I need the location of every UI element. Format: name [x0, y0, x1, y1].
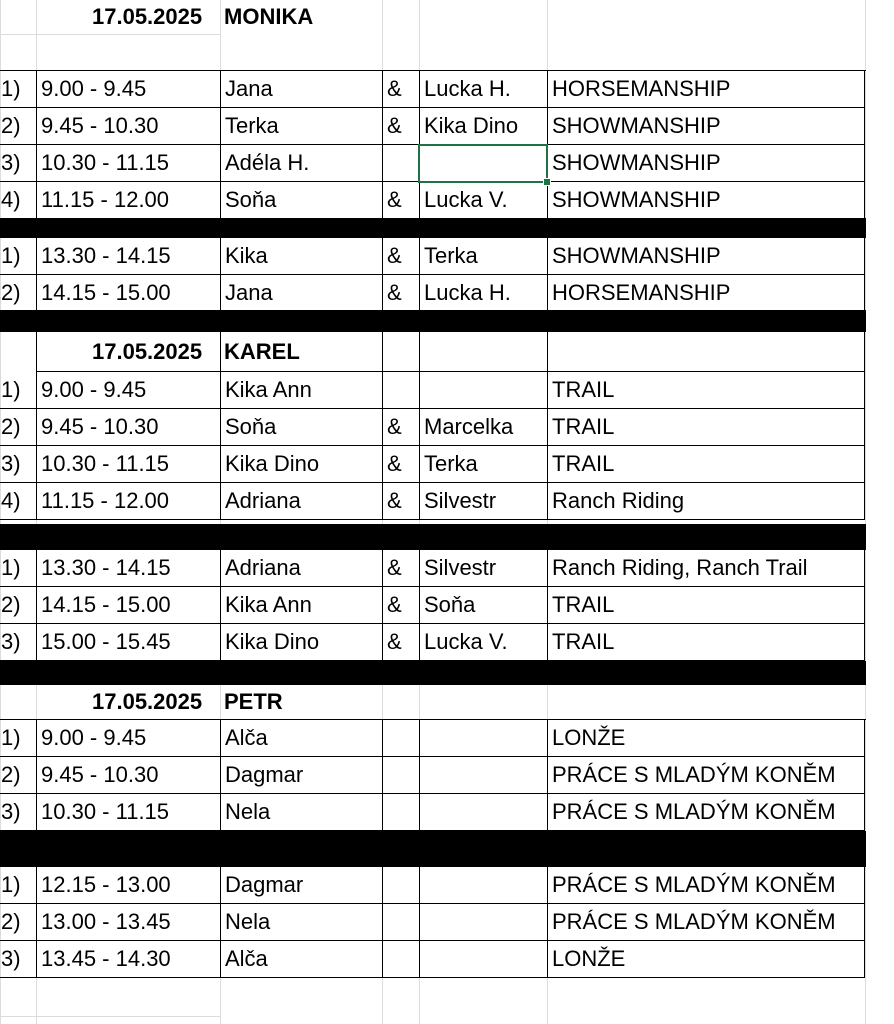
cell-no[interactable]: 1)	[0, 372, 36, 409]
cell-discipline[interactable]: SHOWMANSHIP	[547, 145, 865, 182]
cell-rider1[interactable]: Nela	[220, 794, 382, 831]
cell-no[interactable]: 1)	[0, 550, 36, 587]
cell-rider1[interactable]: Soňa	[220, 409, 382, 446]
cell-discipline[interactable]: PRÁCE S MLADÝM KONĚM	[547, 867, 865, 904]
cell-time[interactable]: 14.15 - 15.00	[36, 587, 220, 624]
cell-rider1[interactable]: Nela	[220, 904, 382, 941]
header-cell	[382, 332, 419, 372]
cell-no[interactable]: 2)	[0, 587, 36, 624]
cell-rider1[interactable]: Alča	[220, 941, 382, 978]
cell-rider1[interactable]: Jana	[220, 275, 382, 312]
selected-cell-outline[interactable]	[418, 144, 548, 183]
cell-time[interactable]: 9.45 - 10.30	[36, 108, 220, 145]
cell-discipline[interactable]: TRAIL	[547, 372, 865, 409]
cell-amp[interactable]: &	[382, 238, 419, 275]
gridline-horizontal	[0, 34, 220, 35]
section-date-2[interactable]: 17.05.2025	[92, 689, 203, 714]
cell-no[interactable]: 2)	[0, 757, 36, 794]
cell-discipline[interactable]: SHOWMANSHIP	[547, 182, 865, 219]
cell-amp[interactable]: &	[382, 275, 419, 312]
cell-rider1[interactable]: Soňa	[220, 182, 382, 219]
cell-rider1[interactable]: Jana	[220, 71, 382, 108]
cell-rider2[interactable]	[419, 757, 547, 794]
cell-rider2[interactable]: Lucka H.	[419, 275, 547, 312]
cell-rider1[interactable]: Kika	[220, 238, 382, 275]
cell-amp[interactable]: &	[382, 624, 419, 661]
gridline-vertical	[865, 0, 866, 1024]
cell-time[interactable]: 10.30 - 11.15	[36, 446, 220, 483]
section-instructor-1[interactable]: KAREL	[224, 339, 300, 364]
cell-no[interactable]: 1)	[0, 71, 36, 108]
cell-discipline[interactable]: LONŽE	[547, 720, 865, 757]
cell-amp[interactable]: &	[382, 71, 419, 108]
cell-no[interactable]: 4)	[0, 182, 36, 219]
cell-rider2[interactable]	[419, 867, 547, 904]
break-separator-row	[0, 218, 866, 238]
cell-discipline[interactable]: TRAIL	[547, 446, 865, 483]
cell-no[interactable]: 1)	[0, 238, 36, 275]
cell-amp[interactable]: &	[382, 483, 419, 520]
cell-amp[interactable]	[382, 941, 419, 978]
cell-rider1[interactable]: Kika Ann	[220, 587, 382, 624]
cell-discipline[interactable]: Ranch Riding	[547, 483, 865, 520]
cell-time[interactable]: 10.30 - 11.15	[36, 145, 220, 182]
cell-time[interactable]: 10.30 - 11.15	[36, 794, 220, 831]
cell-discipline[interactable]: TRAIL	[547, 587, 865, 624]
cell-amp[interactable]: &	[382, 587, 419, 624]
cell-no[interactable]: 3)	[0, 446, 36, 483]
cell-time[interactable]: 13.30 - 14.15	[36, 550, 220, 587]
cell-amp[interactable]	[382, 904, 419, 941]
break-separator-row	[0, 831, 866, 867]
cell-time[interactable]: 9.00 - 9.45	[36, 71, 220, 108]
cell-rider2[interactable]: Lucka V.	[419, 182, 547, 219]
cell-rider1[interactable]: Kika Dino	[220, 446, 382, 483]
cell-amp[interactable]: &	[382, 182, 419, 219]
cell-amp[interactable]	[382, 372, 419, 409]
cell-rider1[interactable]: Adriana	[220, 483, 382, 520]
cell-rider2[interactable]: Lucka V.	[419, 624, 547, 661]
cell-amp[interactable]: &	[382, 409, 419, 446]
section-date-0[interactable]: 17.05.2025	[92, 4, 203, 29]
cell-rider1[interactable]: Dagmar	[220, 867, 382, 904]
cell-discipline[interactable]: HORSEMANSHIP	[547, 71, 865, 108]
cell-time[interactable]: 13.00 - 13.45	[36, 904, 220, 941]
cell-time[interactable]: 11.15 - 12.00	[36, 483, 220, 520]
cell-time[interactable]: 11.15 - 12.00	[36, 182, 220, 219]
cell-time[interactable]: 15.00 - 15.45	[36, 624, 220, 661]
cell-rider2[interactable]: Terka	[419, 446, 547, 483]
cell-time[interactable]: 9.45 - 10.30	[36, 409, 220, 446]
cell-discipline[interactable]: SHOWMANSHIP	[547, 108, 865, 145]
cell-time[interactable]: 9.00 - 9.45	[36, 372, 220, 409]
cell-discipline[interactable]: PRÁCE S MLADÝM KONĚM	[547, 904, 865, 941]
cell-time[interactable]: 9.00 - 9.45	[36, 720, 220, 757]
cell-rider2[interactable]	[419, 794, 547, 831]
cell-discipline[interactable]: Ranch Riding, Ranch Trail	[547, 550, 865, 587]
cell-no[interactable]: 3)	[0, 794, 36, 831]
section-instructor-0[interactable]: MONIKA	[224, 4, 314, 29]
cell-time[interactable]: 13.45 - 14.30	[36, 941, 220, 978]
cell-time[interactable]: 14.15 - 15.00	[36, 275, 220, 312]
cell-no[interactable]: 4)	[0, 483, 36, 520]
cell-amp[interactable]	[382, 794, 419, 831]
cell-rider2[interactable]: Silvestr	[419, 483, 547, 520]
cell-amp[interactable]: &	[382, 446, 419, 483]
cell-discipline[interactable]: PRÁCE S MLADÝM KONĚM	[547, 757, 865, 794]
cell-no[interactable]: 2)	[0, 108, 36, 145]
cell-rider2[interactable]: Terka	[419, 238, 547, 275]
break-separator-row	[0, 661, 866, 685]
cell-amp[interactable]	[382, 867, 419, 904]
cell-no[interactable]: 3)	[0, 941, 36, 978]
cell-no[interactable]: 1)	[0, 720, 36, 757]
cell-discipline[interactable]: TRAIL	[547, 624, 865, 661]
cell-rider2[interactable]: Soňa	[419, 587, 547, 624]
cell-rider1[interactable]: Terka	[220, 108, 382, 145]
cell-no[interactable]: 1)	[0, 867, 36, 904]
cell-rider1[interactable]: Kika Dino	[220, 624, 382, 661]
cell-no[interactable]: 2)	[0, 409, 36, 446]
cell-rider1[interactable]: Kika Ann	[220, 372, 382, 409]
cell-rider2[interactable]	[419, 941, 547, 978]
cell-amp[interactable]: &	[382, 550, 419, 587]
cell-rider2[interactable]	[419, 904, 547, 941]
cell-rider1[interactable]: Dagmar	[220, 757, 382, 794]
cell-rider2[interactable]: Marcelka	[419, 409, 547, 446]
header-cell	[547, 332, 865, 372]
header-cell	[419, 332, 547, 372]
cell-time[interactable]: 12.15 - 13.00	[36, 867, 220, 904]
cell-rider2[interactable]: Lucka H.	[419, 71, 547, 108]
cell-no[interactable]: 2)	[0, 275, 36, 312]
cell-no[interactable]: 3)	[0, 145, 36, 182]
cell-amp[interactable]	[382, 145, 419, 182]
section-date-1[interactable]: 17.05.2025	[92, 339, 203, 364]
cell-discipline[interactable]: TRAIL	[547, 409, 865, 446]
gridline-horizontal	[0, 1016, 220, 1017]
break-separator-row	[0, 310, 866, 332]
cell-rider1[interactable]: Alča	[220, 720, 382, 757]
cell-amp[interactable]	[382, 757, 419, 794]
cell-rider2[interactable]	[419, 372, 547, 409]
cell-discipline[interactable]: HORSEMANSHIP	[547, 275, 865, 312]
cell-discipline[interactable]: SHOWMANSHIP	[547, 238, 865, 275]
cell-amp[interactable]: &	[382, 108, 419, 145]
cell-discipline[interactable]: PRÁCE S MLADÝM KONĚM	[547, 794, 865, 831]
cell-rider1[interactable]: Adéla H.	[220, 145, 382, 182]
cell-rider2[interactable]: Kika Dino	[419, 108, 547, 145]
cell-rider2[interactable]: Silvestr	[419, 550, 547, 587]
cell-no[interactable]: 2)	[0, 904, 36, 941]
cell-amp[interactable]	[382, 720, 419, 757]
section-instructor-2[interactable]: PETR	[224, 689, 283, 714]
cell-time[interactable]: 9.45 - 10.30	[36, 757, 220, 794]
cell-time[interactable]: 13.30 - 14.15	[36, 238, 220, 275]
cell-rider1[interactable]: Adriana	[220, 550, 382, 587]
fill-handle[interactable]	[543, 178, 551, 186]
break-separator-row	[0, 524, 866, 550]
cell-no[interactable]: 3)	[0, 624, 36, 661]
cell-discipline[interactable]: LONŽE	[547, 941, 865, 978]
cell-rider2[interactable]	[419, 720, 547, 757]
